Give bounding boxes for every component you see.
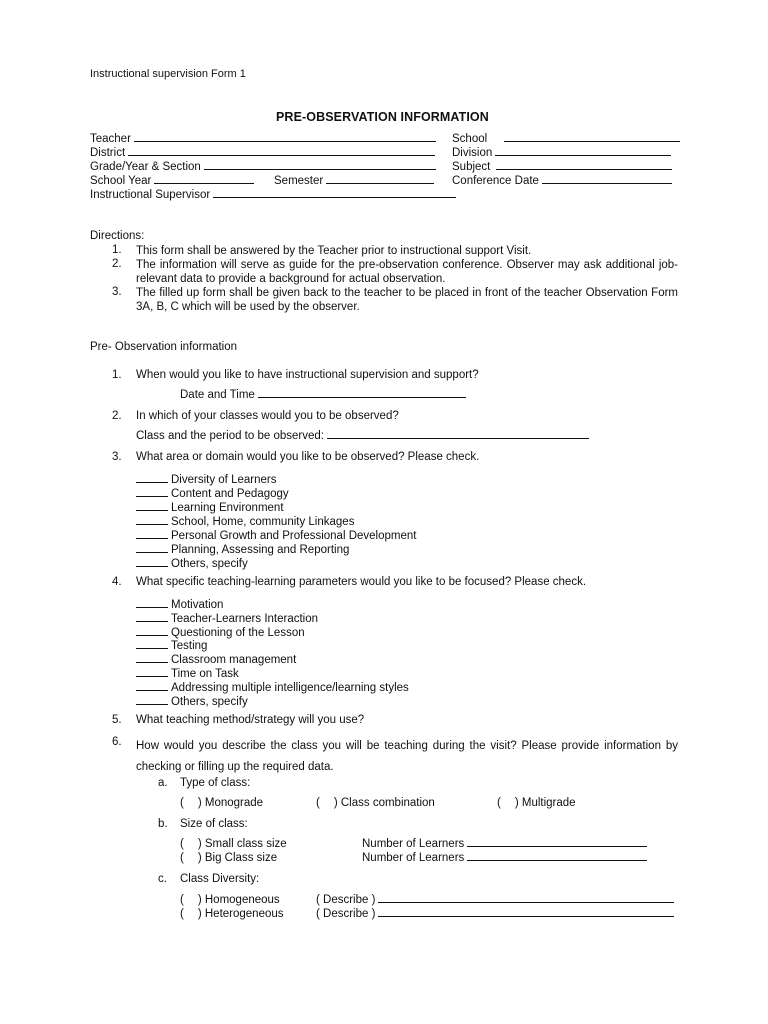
learners-label: Number of Learners (362, 838, 465, 850)
checkbox-line[interactable] (136, 542, 168, 553)
describe-label: ( Describe ) (316, 894, 376, 906)
grade-section-field[interactable] (90, 161, 436, 173)
learners-line[interactable] (467, 845, 647, 847)
semester-label: Semester (274, 175, 324, 187)
domain-option[interactable] (136, 528, 416, 542)
subject-field[interactable] (452, 161, 672, 173)
question-text: When would you like to have instructional supervision and support? (136, 369, 479, 381)
teacher-field[interactable] (90, 133, 436, 145)
subject-line[interactable] (496, 168, 672, 170)
checkbox-line[interactable] (136, 611, 168, 622)
question-number: 2. (112, 410, 122, 422)
option-label: ) Class combination (333, 797, 435, 809)
district-line[interactable] (128, 154, 435, 156)
teacher-line[interactable] (134, 140, 436, 142)
supervisor-label: Instructional Supervisor (90, 189, 211, 201)
conference-date-label: Conference Date (452, 175, 539, 187)
domain-option[interactable] (136, 556, 248, 570)
domain-option[interactable] (136, 542, 349, 556)
checkbox-line[interactable] (136, 638, 168, 649)
school-field[interactable] (452, 133, 680, 145)
parameter-option[interactable] (136, 666, 239, 680)
option-label: Learning Environment (171, 502, 284, 514)
learners-count-field[interactable] (362, 838, 647, 850)
describe-line[interactable] (378, 901, 674, 903)
paren-open: ( (316, 797, 320, 809)
sub-question-label: a. (158, 777, 168, 789)
checkbox-line[interactable] (136, 528, 168, 539)
subject-label: Subject (452, 161, 491, 173)
checkbox-line[interactable] (136, 694, 168, 705)
checkbox-line[interactable] (136, 472, 168, 483)
paren-open: ( (180, 838, 184, 850)
option-label: Questioning of the Lesson (171, 627, 305, 639)
direction-number: 1. (112, 244, 122, 256)
parameter-option[interactable] (136, 652, 296, 666)
conference-date-line[interactable] (542, 182, 672, 184)
option-label: Planning, Assessing and Reporting (171, 544, 350, 556)
option-label: Others, specify (171, 696, 248, 708)
question-number: 3. (112, 451, 122, 463)
checkbox-line[interactable] (136, 500, 168, 511)
sub-question-title: Size of class: (180, 818, 248, 830)
monograde-option[interactable] (180, 797, 263, 809)
option-label: Diversity of Learners (171, 474, 277, 486)
option-label: Time on Task (171, 668, 239, 680)
checkbox-line[interactable] (136, 486, 168, 497)
directions-heading: Directions: (90, 230, 145, 242)
checkbox-line[interactable] (136, 666, 168, 677)
semester-field[interactable] (274, 175, 434, 187)
domain-option[interactable] (136, 514, 354, 528)
sub-question-title: Class Diversity: (180, 873, 260, 885)
division-label: Division (452, 147, 493, 159)
question-number: 6. (112, 736, 122, 748)
district-label: District (90, 147, 126, 159)
class-period-line[interactable] (327, 437, 589, 439)
question-number: 1. (112, 369, 122, 381)
option-label: Content and Pedagogy (171, 488, 289, 500)
homogeneous-option[interactable] (180, 894, 280, 906)
sub-question-title: Type of class: (180, 777, 251, 789)
option-label: Motivation (171, 599, 224, 611)
option-label: Personal Growth and Professional Development (171, 530, 417, 542)
division-line[interactable] (495, 154, 671, 156)
grade-section-line[interactable] (204, 168, 436, 170)
date-time-label: Date and Time (180, 389, 255, 401)
class-period-label: Class and the period to be observed: (136, 430, 324, 442)
checkbox-line[interactable] (136, 556, 168, 567)
checkbox-line[interactable] (136, 597, 168, 608)
domain-option[interactable] (136, 472, 276, 486)
sub-question-label: c. (158, 873, 167, 885)
school-year-field[interactable] (90, 175, 254, 187)
parameter-option[interactable] (136, 638, 207, 652)
school-year-label: School Year (90, 175, 152, 187)
conference-date-field[interactable] (452, 175, 672, 187)
checkbox-line[interactable] (136, 680, 168, 691)
big-class-option[interactable] (180, 852, 277, 864)
option-label: ) Small class size (197, 838, 287, 850)
question-text: What specific teaching-learning parameters would you like to be focused? Please check. (136, 576, 587, 588)
class-period-field[interactable] (136, 430, 589, 442)
supervisor-line[interactable] (213, 196, 456, 198)
paren-open: ( (180, 797, 184, 809)
division-field[interactable] (452, 147, 671, 159)
checkbox-line[interactable] (136, 625, 168, 636)
paren-open: ( (180, 894, 184, 906)
paren-open: ( (180, 852, 184, 864)
describe-line[interactable] (378, 915, 674, 917)
domain-option[interactable] (136, 500, 284, 514)
learners-count-field[interactable] (362, 852, 647, 864)
teacher-label: Teacher (90, 133, 131, 145)
domain-option[interactable] (136, 486, 289, 500)
learners-line[interactable] (467, 859, 647, 861)
option-label: School, Home, community Linkages (171, 516, 355, 528)
section-heading: Pre- Observation information (90, 341, 238, 353)
date-time-field[interactable] (180, 389, 466, 401)
direction-number: 3. (112, 286, 122, 298)
supervisor-field[interactable] (90, 189, 456, 201)
question-text: How would you describe the class you will be teaching during the visit? Please provide information by checking or filling up the required data. (136, 740, 678, 773)
option-label: Teacher-Learners Interaction (171, 613, 319, 625)
question-text: In which of your classes would you to be observed? (136, 410, 399, 422)
option-label: ) Heterogeneous (197, 908, 284, 920)
heterogeneous-option[interactable] (180, 908, 284, 920)
describe-field[interactable] (316, 894, 674, 906)
form-label: Instructional supervision Form 1 (90, 68, 246, 80)
describe-field[interactable] (316, 908, 674, 920)
parameter-option[interactable] (136, 625, 305, 639)
option-label: ) Homogeneous (197, 894, 280, 906)
question-number: 4. (112, 576, 122, 588)
option-label: Testing (171, 640, 208, 652)
page-title: PRE-OBSERVATION INFORMATION (276, 110, 489, 124)
checkbox-line[interactable] (136, 652, 168, 663)
option-label: ) Multigrade (514, 797, 576, 809)
question-text: What teaching method/strategy will you use? (136, 714, 365, 726)
checkbox-line[interactable] (136, 514, 168, 525)
option-label: ) Monograde (197, 797, 264, 809)
direction-item: The filled up form shall be given back to the teacher to be placed in front of the teacher Observation Form 3A, B, C which will be used by the observer. (136, 287, 678, 313)
school-label: School (452, 133, 488, 145)
school-line[interactable] (504, 140, 680, 142)
small-class-option[interactable] (180, 838, 287, 850)
parameter-option[interactable] (136, 680, 409, 694)
describe-label: ( Describe ) (316, 908, 376, 920)
question-text: What area or domain would you like to be observed? Please check. (136, 451, 480, 463)
sub-question-label: b. (158, 818, 168, 830)
parameter-option[interactable] (136, 597, 223, 611)
class-combination-option[interactable] (316, 797, 435, 809)
date-time-line[interactable] (258, 396, 466, 398)
learners-label: Number of Learners (362, 852, 465, 864)
district-field[interactable] (90, 147, 435, 159)
option-label: Classroom management (171, 654, 297, 666)
paren-open: ( (180, 908, 184, 920)
question-number: 5. (112, 714, 122, 726)
direction-item: The information will serve as guide for the pre-observation conference. Observer may ask additional job-relevant data to provide a background for actual observation. (136, 259, 678, 285)
option-label: Others, specify (171, 558, 248, 570)
semester-line[interactable] (326, 182, 434, 184)
parameter-option[interactable] (136, 694, 248, 708)
option-label: Addressing multiple intelligence/learning styles (171, 682, 409, 694)
parameter-option[interactable] (136, 611, 318, 625)
direction-item: This form shall be answered by the Teacher prior to instructional support Visit. (136, 245, 532, 257)
grade-section-label: Grade/Year & Section (90, 161, 201, 173)
direction-number: 2. (112, 258, 122, 270)
multigrade-option[interactable] (497, 797, 576, 809)
option-label: ) Big Class size (197, 852, 278, 864)
paren-open: ( (497, 797, 501, 809)
school-year-line[interactable] (154, 182, 254, 184)
